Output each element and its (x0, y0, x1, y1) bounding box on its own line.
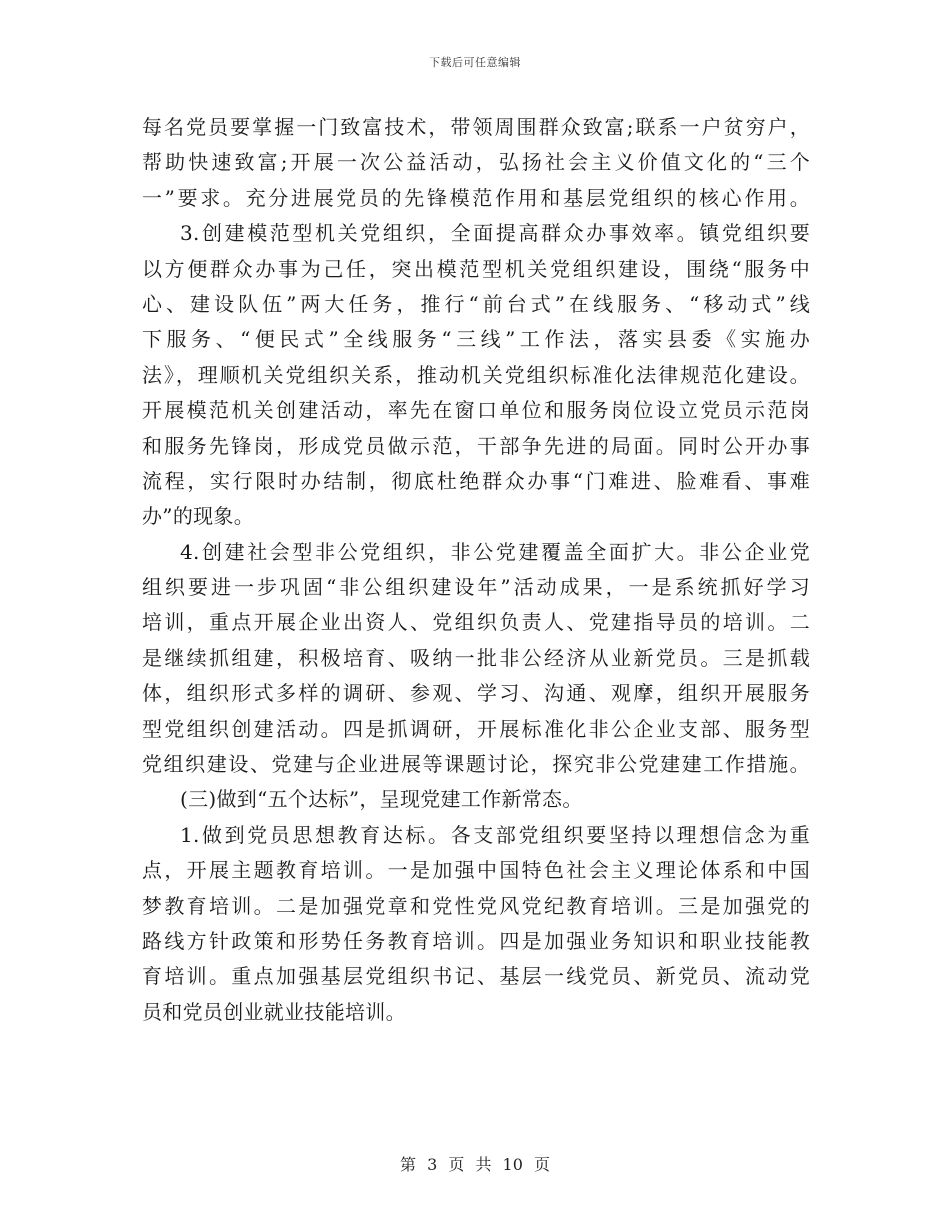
text-line: 开展模范机关创建活动，率先在窗口单位和服务岗位设立党员示范岗 (142, 398, 810, 423)
page-footer: 第 3 页 共 10 页 (400, 1155, 550, 1174)
text-line: 党组织建设、党建与企业进展等课题讨论，探究非公党建建工作措施。 (142, 752, 810, 777)
text-line: 育培训。重点加强基层党组织书记、基层一线党员、新党员、流动党 (142, 964, 810, 989)
text-line: 心、建设队伍”两大任务，推行“前台式”在线服务、“移动式”线 (142, 291, 810, 316)
text-line: 以方便群众办事为己任，突出模范型机关党组织建设，围绕“服务中 (142, 256, 810, 281)
text-line: 3.创建模范型机关党组织，全面提高群众办事效率。镇党组织要 (180, 221, 810, 246)
text-line: 流程，实行限时办结制，彻底杜绝群众办事“门难进、脸难看、事难 (142, 468, 810, 493)
text-line: 下服务、“便民式”全线服务“三线”工作法，落实县委《实施办 (142, 327, 810, 352)
text-line: 体，组织形式多样的调研、参观、学习、沟通、观摩，组织开展服务 (142, 681, 810, 706)
text-line: 1.做到党员思想教育达标。各支部党组织要坚持以理想信念为重 (180, 822, 810, 847)
header-note: 下载后可任意编辑 (429, 56, 521, 69)
text-line: 梦教育培训。二是加强党章和党性党风党纪教育培训。三是加强党的 (142, 893, 810, 918)
text-line: 培训，重点开展企业出资人、党组织负责人、党建指导员的培训。二 (142, 610, 810, 635)
text-line: 型党组织创建活动。四是抓调研，开展标准化非公企业支部、服务型 (142, 716, 810, 741)
text-line: 员和党员创业就业技能培训。 (142, 999, 406, 1024)
body-text (142, 110, 810, 1030)
text-line: 点，开展主题教育培训。一是加强中国特色社会主义理论体系和中国 (142, 858, 810, 883)
text-line: 帮助快速致富;开展一次公益活动，弘扬社会主义价值文化的“三个 (142, 150, 810, 175)
text-line: 法》，理顺机关党组织关系，推动机关党组织标准化法律规范化建设。 (142, 362, 810, 387)
text-line: 一”要求。充分进展党员的先锋模范作用和基层党组织的核心作用。 (142, 185, 810, 210)
text-line: 和服务先锋岗，形成党员做示范，干部争先进的局面。同时公开办事 (142, 433, 810, 458)
text-line: 路线方针政策和形势任务教育培训。四是加强业务知识和职业技能教 (142, 928, 810, 953)
text-line: 每名党员要掌握一门致富技术，带领周围群众致富;联系一户贫穷户， (142, 115, 810, 139)
text-line: 组织要进一步巩固“非公组织建设年”活动成果，一是系统抓好学习 (142, 575, 810, 600)
text-line: 是继续抓组建，积极培育、吸纳一批非公经济从业新党员。三是抓载 (142, 645, 810, 670)
text-line: 4.创建社会型非公党组织，非公党建覆盖全面扩大。非公企业党 (180, 539, 810, 564)
text-line: (三)做到“五个达标”，呈现党建工作新常态。 (180, 787, 583, 812)
text-line: 办”的现象。 (142, 504, 255, 529)
